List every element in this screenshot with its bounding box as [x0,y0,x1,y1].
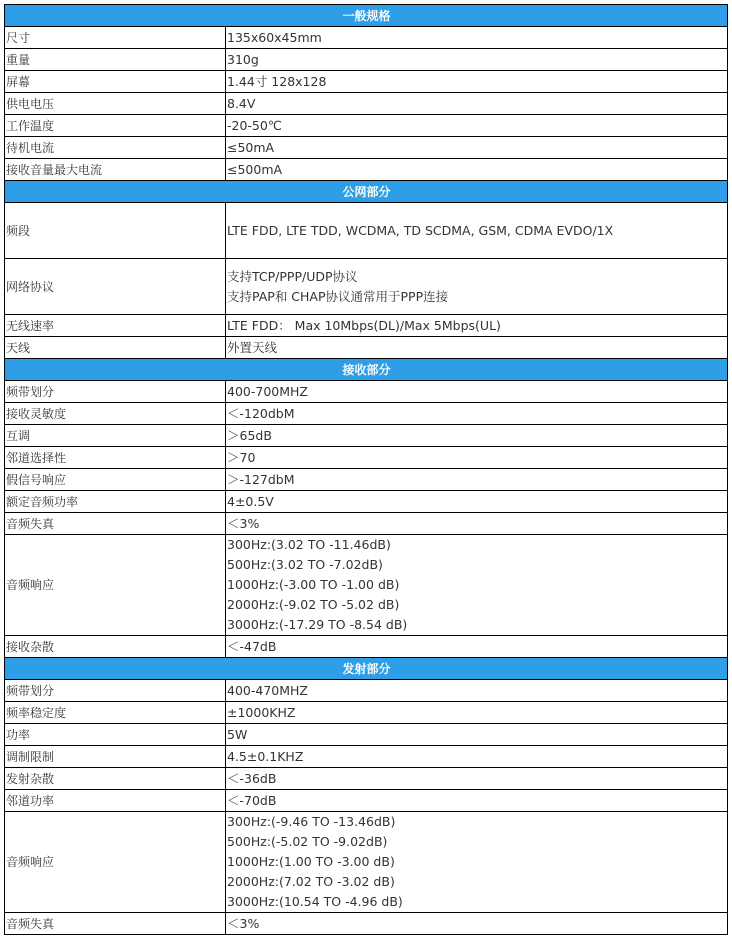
spec-value-line: 135x60x45mm [227,29,322,45]
spec-value-line: ±1000KHZ [227,704,296,720]
spec-label: 工作温度 [5,115,226,137]
spec-value [226,513,728,535]
section-header-transmitter [5,658,728,680]
spec-value [226,447,728,469]
spec-label: 网络协议 [5,259,226,315]
spec-value-line: 5W [227,726,248,742]
spec-label: 功率 [5,724,226,746]
spec-value [226,636,728,658]
spec-table [4,4,728,935]
spec-value [226,724,728,746]
spec-value [226,337,728,359]
table-row [5,137,728,159]
spec-value [226,115,728,137]
spec-label: 待机电流 [5,137,226,159]
spec-value [226,702,728,724]
spec-value-line: ＜3% [227,515,260,531]
section-header-receiver [5,359,728,381]
spec-value-line: ≤50mA [227,139,275,155]
table-row [5,159,728,181]
table-row [5,812,728,913]
table-row [5,49,728,71]
spec-label: 接收灵敏度 [5,403,226,425]
spec-label: 音频响应 [5,535,226,636]
spec-label: 屏幕 [5,71,226,93]
spec-label: 音频失真 [5,513,226,535]
table-row [5,381,728,403]
table-row [5,337,728,359]
table-row [5,790,728,812]
spec-label: 天线 [5,337,226,359]
spec-value-line: -20-50℃ [227,117,282,133]
spec-value-line: ＜3% [227,915,260,931]
spec-value [226,491,728,513]
spec-value [226,768,728,790]
spec-value-line: ＜-36dB [227,770,277,786]
spec-value [226,535,728,636]
spec-value-line: ＜-47dB [227,638,277,654]
spec-value-line: 1000Hz:(1.00 TO -3.00 dB) [227,854,395,869]
spec-value-line: 300Hz:(-9.46 TO -13.46dB) [227,814,396,829]
table-row [5,535,728,636]
section-title: 公网部分 [5,181,728,203]
table-row [5,71,728,93]
spec-value-line: 2000Hz:(-9.02 TO -5.02 dB) [227,597,400,612]
spec-label: 邻道功率 [5,790,226,812]
spec-value-line: ＜-120dbM [227,405,295,421]
spec-value [226,403,728,425]
spec-label: 频带划分 [5,680,226,702]
spec-value [226,159,728,181]
spec-value-line: ＞70 [227,449,256,465]
section-title: 发射部分 [5,658,728,680]
table-row [5,913,728,935]
spec-value-line: 400-700MHZ [227,383,308,399]
spec-value-line: LTE FDD, LTE TDD, WCDMA, TD SCDMA, GSM, CDMA EVDO/1X [227,222,614,238]
spec-value-line: ≤500mA [227,161,283,177]
spec-value [226,93,728,115]
spec-value [226,203,728,259]
table-row [5,447,728,469]
spec-value-line: LTE FDD： Max 10Mbps(DL)/Max 5Mbps(UL) [227,317,501,333]
spec-value-line: 500Hz:(3.02 TO -7.02dB) [227,557,383,572]
spec-label: 音频失真 [5,913,226,935]
spec-value-line: 支持PAP和 CHAP协议通常用于PPP连接 [227,288,449,304]
spec-label: 假信号响应 [5,469,226,491]
table-row [5,403,728,425]
spec-value-line: ＞65dB [227,427,272,443]
spec-value [226,27,728,49]
table-row [5,702,728,724]
table-row [5,680,728,702]
spec-label: 发射杂散 [5,768,226,790]
spec-value [226,746,728,768]
spec-value [226,381,728,403]
spec-value-line: 400-470MHZ [227,682,308,698]
spec-value-line: ＜-70dB [227,792,277,808]
spec-value [226,812,728,913]
spec-label: 互调 [5,425,226,447]
table-row [5,746,728,768]
spec-value [226,259,728,315]
spec-table-body [5,5,728,935]
table-row [5,768,728,790]
spec-value [226,315,728,337]
spec-label: 频率稳定度 [5,702,226,724]
table-row [5,27,728,49]
spec-value [226,71,728,93]
section-title: 一般规格 [5,5,728,27]
spec-value [226,790,728,812]
spec-label: 无线速率 [5,315,226,337]
spec-value-line: 3000Hz:(-17.29 TO -8.54 dB) [227,617,408,632]
table-row [5,203,728,259]
spec-label: 接收音量最大电流 [5,159,226,181]
spec-value-line: 2000Hz:(7.02 TO -3.02 dB) [227,874,395,889]
spec-value-line: 4.5±0.1KHZ [227,748,304,764]
spec-value [226,49,728,71]
section-title: 接收部分 [5,359,728,381]
table-row [5,724,728,746]
spec-label: 音频响应 [5,812,226,913]
spec-value [226,469,728,491]
spec-value [226,913,728,935]
table-row [5,115,728,137]
table-row [5,93,728,115]
spec-value-line: 支持TCP/PPP/UDP协议 [227,268,358,284]
spec-value-line: 300Hz:(3.02 TO -11.46dB) [227,537,391,552]
spec-value-line: 外置天线 [227,339,278,355]
spec-value-line: ＞-127dbM [227,471,295,487]
spec-label: 频段 [5,203,226,259]
table-row [5,636,728,658]
spec-value [226,137,728,159]
spec-label: 频带划分 [5,381,226,403]
spec-value-line: 8.4V [227,95,256,111]
table-row [5,259,728,315]
spec-label: 额定音频功率 [5,491,226,513]
spec-label: 接收杂散 [5,636,226,658]
table-row [5,315,728,337]
spec-value-line: 310g [227,51,259,67]
section-header-general-specs [5,5,728,27]
table-row [5,425,728,447]
spec-value-line: 1.44寸 128x128 [227,73,327,89]
section-header-public-network [5,181,728,203]
spec-value-line: 4±0.5V [227,493,274,509]
spec-value [226,680,728,702]
spec-value-line: 3000Hz:(10.54 TO -4.96 dB) [227,894,403,909]
spec-label: 邻道选择性 [5,447,226,469]
spec-label: 调制限制 [5,746,226,768]
spec-label: 供电电压 [5,93,226,115]
spec-value [226,425,728,447]
table-row [5,513,728,535]
table-row [5,469,728,491]
spec-label: 尺寸 [5,27,226,49]
spec-value-line: 1000Hz:(-3.00 TO -1.00 dB) [227,577,400,592]
spec-value-line: 500Hz:(-5.02 TO -9.02dB) [227,834,388,849]
table-row [5,491,728,513]
spec-label: 重量 [5,49,226,71]
